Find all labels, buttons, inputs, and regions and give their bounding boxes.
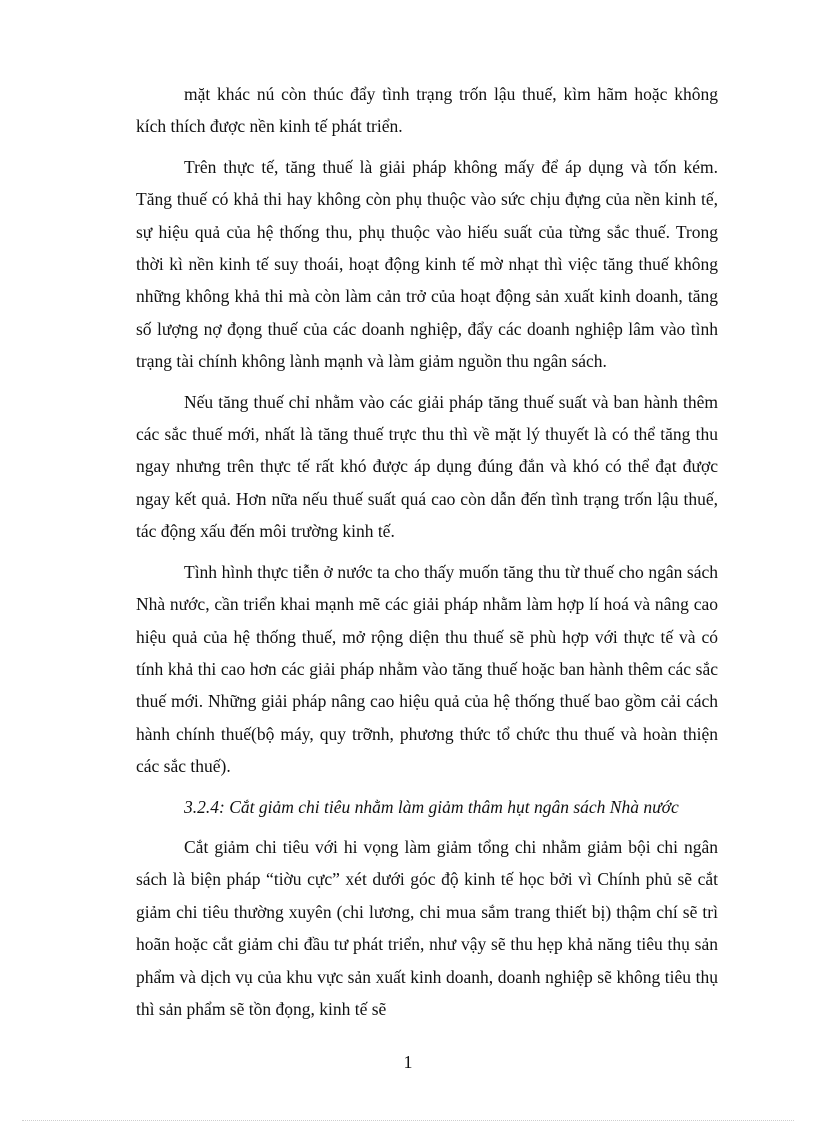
paragraph-2: Trên thực tế, tăng thuế là giải pháp không mấy để áp dụng và tốn kém. Tăng thuế có khả thi hay không còn phụ thuộc vào sức chịu đựng của nền kinh tế, sự hiệu quả của hệ thống thu, phụ thuộc vào hiếu suất của từng sắc thuế. Trong thời kì nền kinh tế suy thoái, hoạt động kinh tế mờ nhạt thì việc tăng thuế không những không khả thi mà còn làm cản trở của hoạt động sản xuất kinh doanh, tăng số lượng nợ đọng thuế của các doanh nghiệp, đẩy các doanh nghiệp lâm vào tình trạng tài chính không lành mạnh và làm giảm nguồn thu ngân sách. [136, 156, 718, 372]
page-number: 1 [403, 1052, 413, 1072]
page-body [136, 78, 718, 1033]
section-heading: 3.2.4: Cắt giảm chi tiêu nhằm làm giảm thâm hụt ngân sách Nhà nước [184, 796, 679, 817]
paragraph-3: Nếu tăng thuế chỉ nhằm vào các giải pháp tăng thuế suất và ban hành thêm các sắc thuế mới, nhất là tăng thuế trực thu thì về mặt lý thuyết là có thể tăng thu ngay nhưng trên thực tế rất khó được áp dụng đúng đắn và khó có thể đạt được ngay kết quả. Hơn nữa nếu thuế suất quá cao còn dẫn đến tình trạng trốn lậu thuế, tác động xấu đến môi trường kinh tế. [136, 391, 718, 542]
paragraph-1: mặt khác nú còn thúc đẩy tình trạng trốn lậu thuế, kìm hãm hoặc không kích thích được nền kinh tế phát triển. [136, 84, 718, 137]
paragraph-4: Tình hình thực tiễn ở nước ta cho thấy muốn tăng thu từ thuế cho ngân sách Nhà nước, cần triển khai mạnh mẽ các giải pháp nhằm làm hợp lí hoá và nâng cao hiệu quả của hệ thống thuế, mở rộng diện thu thuế sẽ phù hợp với thực tế và có tính khả thi cao hơn các giải pháp nhằm vào tăng thuế hoặc ban hành thêm các sắc thuế mới. Những giải pháp nâng cao hiệu quả của hệ thống thuế bao gồm cải cách hành chính thuế(bộ máy, quy trỡnh, phương thức tổ chức thu thuế và hoàn thiện các sắc thuế). [136, 561, 718, 777]
page-bottom-divider [22, 1120, 794, 1121]
paragraph-5: Cắt giảm chi tiêu với hi vọng làm giảm tổng chi nhằm giảm bội chi ngân sách là biện pháp “tiờu cực” xét dưới góc độ kinh tế học bởi vì Chính phủ sẽ cắt giảm chi tiêu thường xuyên (chi lương, chi mua sắm trang thiết bị) thậm chí sẽ trì hoãn hoặc cắt giảm chi đầu tư phát triển, như vậy sẽ thu hẹp khả năng tiêu thụ sản phẩm và dịch vụ của khu vực sản xuất kinh doanh, doanh nghiệp sẽ không tiêu thụ thì sản phẩm sẽ tồn đọng, kinh tế sẽ [136, 836, 718, 1019]
